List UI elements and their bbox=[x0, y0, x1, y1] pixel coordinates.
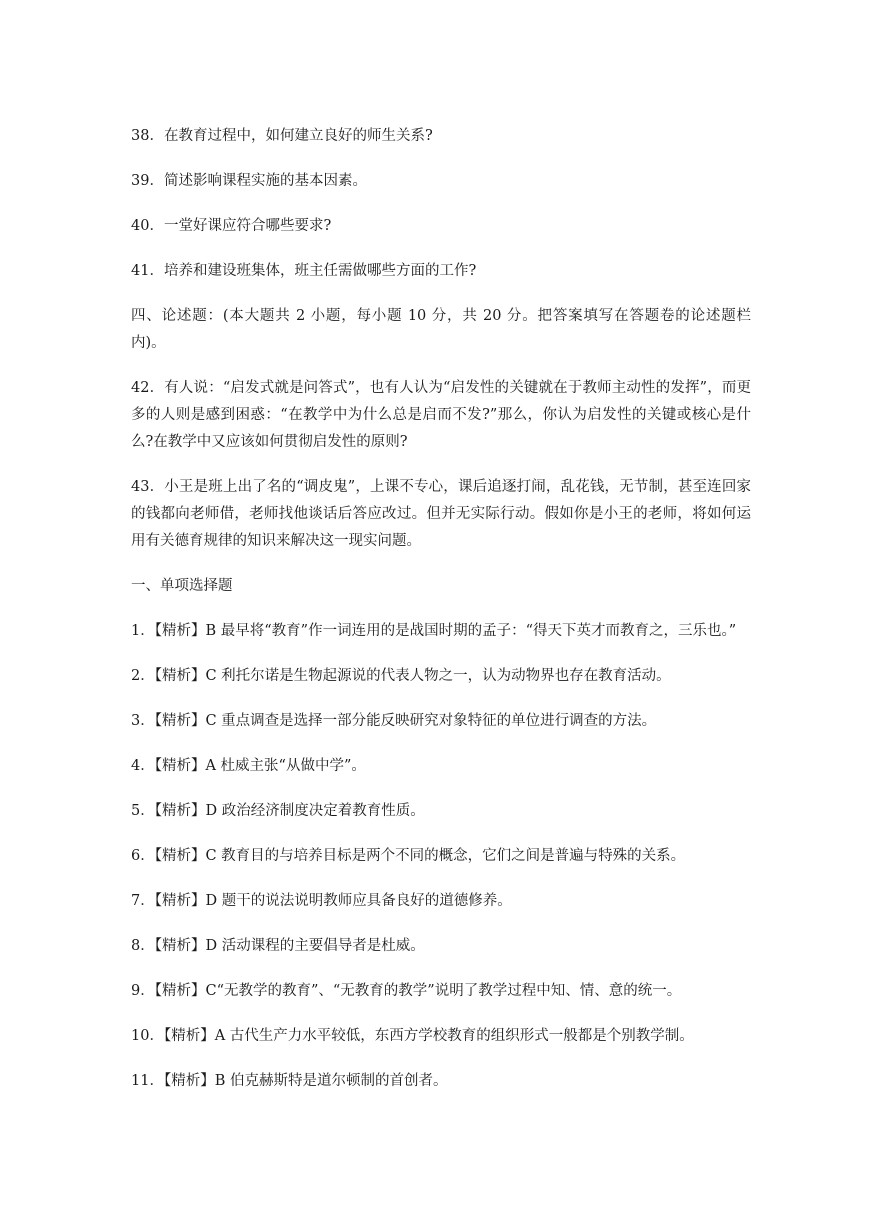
section-heading-single-choice: 一、单项选择题 bbox=[131, 578, 233, 594]
question-41: 41．培养和建设班集体，班主任需做哪些方面的工作? bbox=[131, 263, 477, 279]
question-39: 39．简述影响课程实施的基本因素。 bbox=[131, 173, 367, 189]
answer-8: 8．【精析】D 活动课程的主要倡导者是杜威。 bbox=[131, 938, 425, 954]
answer-9: 9．【精析】C“无教学的教育”、“无教育的教学”说明了教学过程中知、情、意的统一。 bbox=[131, 983, 682, 999]
question-43: 43．小王是班上出了名的“调皮鬼”，上课不专心，课后追逐打闹，乱花钱，无节制，甚至连回家的钱都向老师借，老师找他谈话后答应改过。但并无实际行动。假如你是小王的老师，将如何运用有关德育规律的知识来解决这一现实问题。 bbox=[131, 479, 751, 549]
question-42: 42．有人说：“启发式就是问答式”，也有人认为“启发性的关键就在于教师主动性的发挥”，而更多的人则是感到困惑：“在教学中为什么总是启而不发?”那么，你认为启发性的关键或核心是什么?在教学中又应该如何贯彻启发性的原则? bbox=[131, 380, 751, 450]
document-page bbox=[131, 123, 751, 1095]
answer-6: 6．【精析】C 教育目的与培养目标是两个不同的概念，它们之间是普遍与特殊的关系。 bbox=[131, 848, 686, 864]
answer-4: 4．【精析】A 杜威主张“从做中学”。 bbox=[131, 758, 366, 774]
answer-10: 10．【精析】A 古代生产力水平较低，东西方学校教育的组织形式一般都是个别教学制。 bbox=[131, 1028, 694, 1044]
answer-11: 11．【精析】B 伯克赫斯特是道尔顿制的首创者。 bbox=[131, 1073, 448, 1089]
answer-3: 3．【精析】C 重点调查是选择一部分能反映研究对象特征的单位进行调查的方法。 bbox=[131, 713, 657, 729]
answer-5: 5．【精析】D 政治经济制度决定着教育性质。 bbox=[131, 803, 425, 819]
question-38: 38．在教育过程中，如何建立良好的师生关系? bbox=[131, 128, 433, 144]
section-heading-essay: 四、论述题：(本大题共 2 小题，每小题 10 分，共 20 分。把答案填写在答题卷的论述题栏内)。 bbox=[131, 308, 751, 351]
answer-7: 7．【精析】D 题干的说法说明教师应具备良好的道德修养。 bbox=[131, 893, 512, 909]
answer-1: 1．【精析】B 最早将“教育”作一词连用的是战国时期的孟子：“得天下英才而教育之，三乐也。” bbox=[131, 623, 737, 639]
answer-2: 2．【精析】C 利托尔诺是生物起源说的代表人物之一，认为动物界也存在教育活动。 bbox=[131, 668, 671, 684]
question-40: 40．一堂好课应符合哪些要求? bbox=[131, 218, 332, 234]
